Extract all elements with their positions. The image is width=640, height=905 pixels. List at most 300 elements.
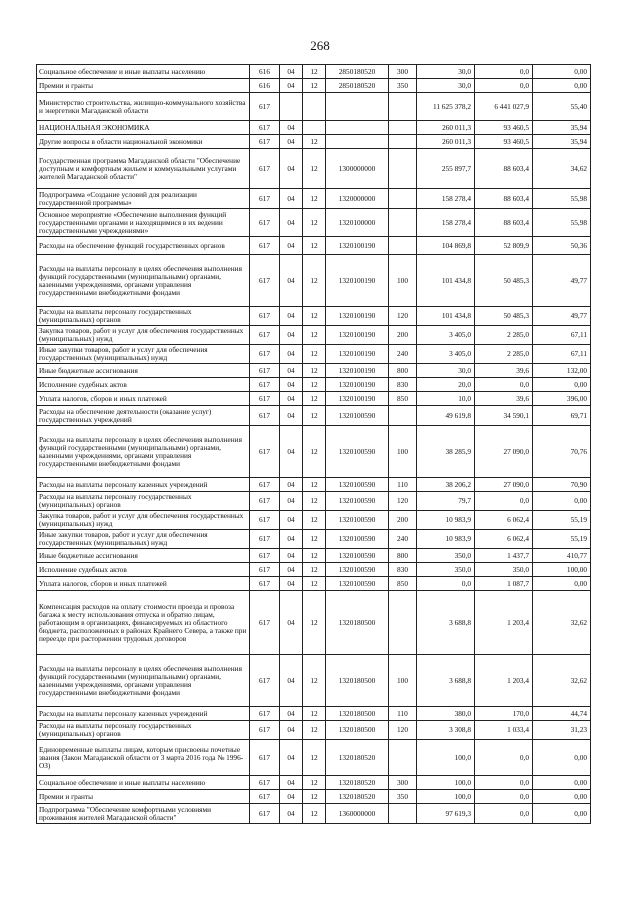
ministry-code-cell: 617 bbox=[250, 591, 280, 655]
subsection-code-cell: 12 bbox=[303, 406, 326, 426]
table-row bbox=[37, 426, 591, 478]
expense-type-cell: 800 bbox=[389, 549, 417, 563]
execution-percent-cell: 55,98 bbox=[533, 209, 591, 237]
section-code-cell bbox=[280, 93, 303, 121]
ministry-code-cell: 617 bbox=[250, 237, 280, 255]
target-article-cell: 1300000000 bbox=[326, 149, 389, 189]
executed-amount-cell: 0,0 bbox=[475, 776, 533, 790]
section-code-cell: 04 bbox=[280, 549, 303, 563]
executed-amount-cell: 34 590,1 bbox=[475, 406, 533, 426]
planned-amount-cell: 350,0 bbox=[417, 563, 475, 577]
subsection-code-cell: 12 bbox=[303, 307, 326, 326]
expense-name-cell: Расходы на обеспечение функций государственных органов bbox=[37, 237, 250, 255]
table-row bbox=[37, 364, 591, 378]
execution-percent-cell: 67,11 bbox=[533, 326, 591, 345]
ministry-code-cell: 617 bbox=[250, 655, 280, 707]
expense-name-cell: Исполнение судебных актов bbox=[37, 378, 250, 392]
ministry-code-cell: 617 bbox=[250, 121, 280, 135]
expense-type-cell: 850 bbox=[389, 392, 417, 406]
page-number: 268 bbox=[310, 38, 330, 53]
ministry-code-cell: 617 bbox=[250, 426, 280, 478]
table-row bbox=[37, 326, 591, 345]
table-body bbox=[37, 65, 591, 824]
execution-percent-cell: 0,00 bbox=[533, 378, 591, 392]
expense-name-cell: Социальное обеспечение и иные выплаты населению bbox=[37, 776, 250, 790]
expense-type-cell bbox=[389, 740, 417, 776]
execution-percent-cell: 32,62 bbox=[533, 655, 591, 707]
target-article-cell: 1320100590 bbox=[326, 426, 389, 478]
target-article-cell: 1320100000 bbox=[326, 209, 389, 237]
execution-percent-cell: 32,62 bbox=[533, 591, 591, 655]
executed-amount-cell: 93 460,5 bbox=[475, 121, 533, 135]
target-article-cell: 1320000000 bbox=[326, 189, 389, 209]
expense-name-cell: Компенсация расходов на оплату стоимости проезда и провоза багажа к месту использования отпуска и обратно лицам, работающим в организациях, финансируемых из областного бюджета, расположенных в районах Крайнего Севера, а также при переезде при расторжении трудовых договоров bbox=[37, 591, 250, 655]
table-row bbox=[37, 707, 591, 721]
expense-name-cell: Расходы на выплаты персоналу в целях обеспечения выполнения функций государственными (муниципальными) органами, казенными учреждениями, органами управления государственными внебюджетными фондами bbox=[37, 655, 250, 707]
section-code-cell: 04 bbox=[280, 237, 303, 255]
executed-amount-cell: 0,0 bbox=[475, 65, 533, 79]
ministry-code-cell: 617 bbox=[250, 392, 280, 406]
ministry-code-cell: 617 bbox=[250, 93, 280, 121]
execution-percent-cell: 49,77 bbox=[533, 255, 591, 307]
table-row bbox=[37, 237, 591, 255]
expense-name-cell: Расходы на выплаты персоналу казенных учреждений bbox=[37, 707, 250, 721]
planned-amount-cell: 158 278,4 bbox=[417, 189, 475, 209]
ministry-code-cell: 617 bbox=[250, 307, 280, 326]
table-row bbox=[37, 65, 591, 79]
expense-type-cell: 200 bbox=[389, 326, 417, 345]
executed-amount-cell: 27 090,0 bbox=[475, 478, 533, 492]
execution-percent-cell: 0,00 bbox=[533, 776, 591, 790]
expense-name-cell: Уплата налогов, сборов и иных платежей bbox=[37, 577, 250, 591]
table-row bbox=[37, 577, 591, 591]
execution-percent-cell: 70,90 bbox=[533, 478, 591, 492]
budget-table bbox=[36, 64, 591, 824]
planned-amount-cell: 3 688,8 bbox=[417, 591, 475, 655]
table-row bbox=[37, 93, 591, 121]
planned-amount-cell: 30,0 bbox=[417, 65, 475, 79]
planned-amount-cell: 260 011,3 bbox=[417, 121, 475, 135]
target-article-cell: 1320100190 bbox=[326, 392, 389, 406]
target-article-cell: 1320100590 bbox=[326, 492, 389, 511]
execution-percent-cell: 410,77 bbox=[533, 549, 591, 563]
table-row bbox=[37, 135, 591, 149]
planned-amount-cell: 49 619,8 bbox=[417, 406, 475, 426]
subsection-code-cell bbox=[303, 121, 326, 135]
table-row bbox=[37, 392, 591, 406]
table-row bbox=[37, 721, 591, 740]
expense-name-cell: Расходы на выплаты персоналу в целях обеспечения выполнения функций государственными (муниципальными) органами, казенными учреждениями, органами управления государственными внебюджетными фондами bbox=[37, 426, 250, 478]
expense-type-cell bbox=[389, 591, 417, 655]
execution-percent-cell: 0,00 bbox=[533, 577, 591, 591]
section-code-cell: 04 bbox=[280, 149, 303, 189]
section-code-cell: 04 bbox=[280, 135, 303, 149]
section-code-cell: 04 bbox=[280, 563, 303, 577]
target-article-cell: 1320180520 bbox=[326, 776, 389, 790]
table-row bbox=[37, 776, 591, 790]
execution-percent-cell: 69,71 bbox=[533, 406, 591, 426]
expense-name-cell: Премии и гранты bbox=[37, 79, 250, 93]
execution-percent-cell: 132,00 bbox=[533, 364, 591, 378]
executed-amount-cell: 6 062,4 bbox=[475, 530, 533, 549]
target-article-cell: 1320100190 bbox=[326, 307, 389, 326]
expense-type-cell bbox=[389, 209, 417, 237]
expense-type-cell: 100 bbox=[389, 255, 417, 307]
ministry-code-cell: 617 bbox=[250, 492, 280, 511]
section-code-cell: 04 bbox=[280, 307, 303, 326]
execution-percent-cell: 55,19 bbox=[533, 530, 591, 549]
planned-amount-cell: 79,7 bbox=[417, 492, 475, 511]
expense-name-cell: Государственная программа Магаданской области "Обеспечение доступным и комфортным жильем и коммунальными услугами жителей Магаданской области" bbox=[37, 149, 250, 189]
target-article-cell bbox=[326, 93, 389, 121]
section-code-cell: 04 bbox=[280, 804, 303, 824]
target-article-cell: 2850180520 bbox=[326, 79, 389, 93]
section-code-cell: 04 bbox=[280, 721, 303, 740]
executed-amount-cell: 0,0 bbox=[475, 740, 533, 776]
target-article-cell: 2850180520 bbox=[326, 65, 389, 79]
ministry-code-cell: 617 bbox=[250, 478, 280, 492]
planned-amount-cell: 380,0 bbox=[417, 707, 475, 721]
table-row bbox=[37, 406, 591, 426]
target-article-cell: 1320100590 bbox=[326, 577, 389, 591]
expense-name-cell: Социальное обеспечение и иные выплаты населению bbox=[37, 65, 250, 79]
ministry-code-cell: 617 bbox=[250, 378, 280, 392]
expense-name-cell: Иные бюджетные ассигнования bbox=[37, 364, 250, 378]
expense-type-cell bbox=[389, 237, 417, 255]
table-row bbox=[37, 655, 591, 707]
execution-percent-cell: 55,40 bbox=[533, 93, 591, 121]
executed-amount-cell: 52 809,9 bbox=[475, 237, 533, 255]
ministry-code-cell: 617 bbox=[250, 740, 280, 776]
target-article-cell: 1320100190 bbox=[326, 364, 389, 378]
expense-name-cell: Подпрограмма «Создание условий для реализации государственной программы» bbox=[37, 189, 250, 209]
expense-name-cell: Закупка товаров, работ и услуг для обеспечения государственных (муниципальных) нужд bbox=[37, 326, 250, 345]
execution-percent-cell: 55,19 bbox=[533, 511, 591, 530]
section-code-cell: 04 bbox=[280, 492, 303, 511]
expense-name-cell: Единовременные выплаты лицам, которым присвоены почетные звания (Закон Магаданской области от 3 марта 2016 года № 1996-ОЗ) bbox=[37, 740, 250, 776]
executed-amount-cell: 2 285,0 bbox=[475, 326, 533, 345]
section-code-cell: 04 bbox=[280, 655, 303, 707]
target-article-cell: 1320100590 bbox=[326, 406, 389, 426]
subsection-code-cell: 12 bbox=[303, 563, 326, 577]
subsection-code-cell: 12 bbox=[303, 65, 326, 79]
section-code-cell: 04 bbox=[280, 378, 303, 392]
ministry-code-cell: 617 bbox=[250, 790, 280, 804]
planned-amount-cell: 30,0 bbox=[417, 364, 475, 378]
executed-amount-cell: 0,0 bbox=[475, 804, 533, 824]
planned-amount-cell: 10,0 bbox=[417, 392, 475, 406]
expense-name-cell: Подпрограмма "Обеспечение комфортными условиями проживания жителей Магаданской области" bbox=[37, 804, 250, 824]
table-row bbox=[37, 378, 591, 392]
target-article-cell: 1320100590 bbox=[326, 478, 389, 492]
expense-type-cell bbox=[389, 189, 417, 209]
planned-amount-cell: 30,0 bbox=[417, 79, 475, 93]
table-row bbox=[37, 804, 591, 824]
expense-name-cell: Расходы на выплаты персоналу государственных (муниципальных) органов bbox=[37, 721, 250, 740]
ministry-code-cell: 617 bbox=[250, 721, 280, 740]
planned-amount-cell: 3 405,0 bbox=[417, 345, 475, 364]
subsection-code-cell: 12 bbox=[303, 364, 326, 378]
ministry-code-cell: 616 bbox=[250, 65, 280, 79]
expense-type-cell bbox=[389, 149, 417, 189]
table-row bbox=[37, 740, 591, 776]
planned-amount-cell: 158 278,4 bbox=[417, 209, 475, 237]
expense-name-cell: Исполнение судебных актов bbox=[37, 563, 250, 577]
section-code-cell: 04 bbox=[280, 707, 303, 721]
execution-percent-cell: 34,62 bbox=[533, 149, 591, 189]
execution-percent-cell: 67,11 bbox=[533, 345, 591, 364]
subsection-code-cell: 12 bbox=[303, 776, 326, 790]
subsection-code-cell: 12 bbox=[303, 345, 326, 364]
expense-name-cell: Министерство строительства, жилищно-коммунального хозяйства и энергетики Магаданской области bbox=[37, 93, 250, 121]
section-code-cell: 04 bbox=[280, 65, 303, 79]
ministry-code-cell: 616 bbox=[250, 79, 280, 93]
section-code-cell: 04 bbox=[280, 591, 303, 655]
executed-amount-cell: 1 033,4 bbox=[475, 721, 533, 740]
expense-type-cell: 350 bbox=[389, 790, 417, 804]
expense-type-cell bbox=[389, 135, 417, 149]
table-row bbox=[37, 307, 591, 326]
target-article-cell: 1320180520 bbox=[326, 790, 389, 804]
execution-percent-cell: 0,00 bbox=[533, 804, 591, 824]
target-article-cell: 1320180500 bbox=[326, 591, 389, 655]
planned-amount-cell: 38 206,2 bbox=[417, 478, 475, 492]
planned-amount-cell: 10 983,9 bbox=[417, 511, 475, 530]
planned-amount-cell: 101 434,8 bbox=[417, 307, 475, 326]
table-row bbox=[37, 530, 591, 549]
execution-percent-cell: 100,00 bbox=[533, 563, 591, 577]
ministry-code-cell: 617 bbox=[250, 804, 280, 824]
planned-amount-cell: 100,0 bbox=[417, 740, 475, 776]
expense-type-cell: 100 bbox=[389, 655, 417, 707]
execution-percent-cell: 0,00 bbox=[533, 790, 591, 804]
table-row bbox=[37, 511, 591, 530]
target-article-cell: 1320100590 bbox=[326, 563, 389, 577]
section-code-cell: 04 bbox=[280, 511, 303, 530]
planned-amount-cell: 3 688,8 bbox=[417, 655, 475, 707]
planned-amount-cell: 260 011,3 bbox=[417, 135, 475, 149]
subsection-code-cell: 12 bbox=[303, 426, 326, 478]
table-row bbox=[37, 209, 591, 237]
subsection-code-cell: 12 bbox=[303, 707, 326, 721]
subsection-code-cell: 12 bbox=[303, 577, 326, 591]
expense-type-cell: 240 bbox=[389, 530, 417, 549]
planned-amount-cell: 11 625 378,2 bbox=[417, 93, 475, 121]
planned-amount-cell: 20,0 bbox=[417, 378, 475, 392]
executed-amount-cell: 50 485,3 bbox=[475, 255, 533, 307]
expense-type-cell: 350 bbox=[389, 79, 417, 93]
section-code-cell: 04 bbox=[280, 426, 303, 478]
target-article-cell: 1320100190 bbox=[326, 378, 389, 392]
target-article-cell: 1320100190 bbox=[326, 237, 389, 255]
planned-amount-cell: 350,0 bbox=[417, 549, 475, 563]
subsection-code-cell: 12 bbox=[303, 591, 326, 655]
subsection-code-cell: 12 bbox=[303, 721, 326, 740]
ministry-code-cell: 617 bbox=[250, 776, 280, 790]
subsection-code-cell: 12 bbox=[303, 79, 326, 93]
expense-name-cell: Закупка товаров, работ и услуг для обеспечения государственных (муниципальных) нужд bbox=[37, 511, 250, 530]
planned-amount-cell: 255 897,7 bbox=[417, 149, 475, 189]
planned-amount-cell: 97 619,3 bbox=[417, 804, 475, 824]
ministry-code-cell: 617 bbox=[250, 326, 280, 345]
planned-amount-cell: 10 983,9 bbox=[417, 530, 475, 549]
section-code-cell: 04 bbox=[280, 326, 303, 345]
table-row bbox=[37, 549, 591, 563]
table-row bbox=[37, 189, 591, 209]
execution-percent-cell: 55,98 bbox=[533, 189, 591, 209]
target-article-cell: 1320180500 bbox=[326, 707, 389, 721]
expense-type-cell: 120 bbox=[389, 307, 417, 326]
ministry-code-cell: 617 bbox=[250, 563, 280, 577]
target-article-cell: 1320100590 bbox=[326, 511, 389, 530]
expense-type-cell: 120 bbox=[389, 492, 417, 511]
subsection-code-cell: 12 bbox=[303, 804, 326, 824]
executed-amount-cell: 1 087,7 bbox=[475, 577, 533, 591]
executed-amount-cell: 170,0 bbox=[475, 707, 533, 721]
table-row bbox=[37, 149, 591, 189]
expense-type-cell: 110 bbox=[389, 478, 417, 492]
expense-name-cell: Иные закупки товаров, работ и услуг для обеспечения государственных (муниципальных) нужд bbox=[37, 345, 250, 364]
expense-type-cell bbox=[389, 93, 417, 121]
section-code-cell: 04 bbox=[280, 790, 303, 804]
executed-amount-cell: 88 603,4 bbox=[475, 149, 533, 189]
ministry-code-cell: 617 bbox=[250, 577, 280, 591]
execution-percent-cell: 70,76 bbox=[533, 426, 591, 478]
expense-type-cell: 240 bbox=[389, 345, 417, 364]
expense-type-cell: 800 bbox=[389, 364, 417, 378]
execution-percent-cell: 49,77 bbox=[533, 307, 591, 326]
executed-amount-cell: 39,6 bbox=[475, 364, 533, 378]
expense-type-cell: 850 bbox=[389, 577, 417, 591]
executed-amount-cell: 6 062,4 bbox=[475, 511, 533, 530]
table-row bbox=[37, 563, 591, 577]
section-code-cell: 04 bbox=[280, 79, 303, 93]
expense-name-cell: Расходы на выплаты персоналу государственных (муниципальных) органов bbox=[37, 307, 250, 326]
ministry-code-cell: 617 bbox=[250, 189, 280, 209]
expense-name-cell: Премии и гранты bbox=[37, 790, 250, 804]
target-article-cell: 1360000000 bbox=[326, 804, 389, 824]
target-article-cell: 1320180520 bbox=[326, 740, 389, 776]
target-article-cell: 1320100590 bbox=[326, 549, 389, 563]
subsection-code-cell: 12 bbox=[303, 655, 326, 707]
expense-name-cell: Расходы на выплаты персоналу казенных учреждений bbox=[37, 478, 250, 492]
ministry-code-cell: 617 bbox=[250, 511, 280, 530]
target-article-cell: 1320100590 bbox=[326, 530, 389, 549]
expense-name-cell: НАЦИОНАЛЬНАЯ ЭКОНОМИКА bbox=[37, 121, 250, 135]
expense-type-cell: 120 bbox=[389, 721, 417, 740]
executed-amount-cell: 50 485,3 bbox=[475, 307, 533, 326]
ministry-code-cell: 617 bbox=[250, 406, 280, 426]
target-article-cell: 1320180500 bbox=[326, 655, 389, 707]
section-code-cell: 04 bbox=[280, 189, 303, 209]
planned-amount-cell: 3 308,8 bbox=[417, 721, 475, 740]
subsection-code-cell: 12 bbox=[303, 478, 326, 492]
ministry-code-cell: 617 bbox=[250, 549, 280, 563]
execution-percent-cell: 35,94 bbox=[533, 135, 591, 149]
subsection-code-cell: 12 bbox=[303, 255, 326, 307]
execution-percent-cell: 0,00 bbox=[533, 740, 591, 776]
expense-name-cell: Уплата налогов, сборов и иных платежей bbox=[37, 392, 250, 406]
executed-amount-cell: 1 437,7 bbox=[475, 549, 533, 563]
section-code-cell: 04 bbox=[280, 392, 303, 406]
expense-type-cell bbox=[389, 406, 417, 426]
section-code-cell: 04 bbox=[280, 776, 303, 790]
expense-type-cell: 200 bbox=[389, 511, 417, 530]
expense-name-cell: Другие вопросы в области национальной экономики bbox=[37, 135, 250, 149]
section-code-cell: 04 bbox=[280, 478, 303, 492]
ministry-code-cell: 617 bbox=[250, 345, 280, 364]
target-article-cell: 1320100190 bbox=[326, 255, 389, 307]
expense-type-cell bbox=[389, 804, 417, 824]
expense-name-cell: Основное мероприятие «Обеспечение выполнения функций государственными органами и находящимися в их ведении государственными учреждениями» bbox=[37, 209, 250, 237]
section-code-cell: 04 bbox=[280, 255, 303, 307]
table-row bbox=[37, 345, 591, 364]
planned-amount-cell: 101 434,8 bbox=[417, 255, 475, 307]
subsection-code-cell: 12 bbox=[303, 189, 326, 209]
subsection-code-cell: 12 bbox=[303, 237, 326, 255]
subsection-code-cell: 12 bbox=[303, 740, 326, 776]
expense-type-cell: 830 bbox=[389, 378, 417, 392]
execution-percent-cell: 35,94 bbox=[533, 121, 591, 135]
subsection-code-cell: 12 bbox=[303, 149, 326, 189]
section-code-cell: 04 bbox=[280, 406, 303, 426]
table-row bbox=[37, 79, 591, 93]
expense-name-cell: Иные бюджетные ассигнования bbox=[37, 549, 250, 563]
subsection-code-cell: 12 bbox=[303, 790, 326, 804]
subsection-code-cell: 12 bbox=[303, 511, 326, 530]
subsection-code-cell: 12 bbox=[303, 326, 326, 345]
subsection-code-cell: 12 bbox=[303, 392, 326, 406]
table-row bbox=[37, 591, 591, 655]
planned-amount-cell: 100,0 bbox=[417, 790, 475, 804]
target-article-cell: 1320100190 bbox=[326, 345, 389, 364]
ministry-code-cell: 617 bbox=[250, 364, 280, 378]
ministry-code-cell: 617 bbox=[250, 707, 280, 721]
executed-amount-cell: 0,0 bbox=[475, 79, 533, 93]
executed-amount-cell: 6 441 027,9 bbox=[475, 93, 533, 121]
ministry-code-cell: 617 bbox=[250, 255, 280, 307]
executed-amount-cell: 1 203,4 bbox=[475, 591, 533, 655]
executed-amount-cell: 0,0 bbox=[475, 790, 533, 804]
section-code-cell: 04 bbox=[280, 740, 303, 776]
executed-amount-cell: 88 603,4 bbox=[475, 209, 533, 237]
section-code-cell: 04 bbox=[280, 577, 303, 591]
execution-percent-cell: 44,74 bbox=[533, 707, 591, 721]
target-article-cell bbox=[326, 135, 389, 149]
table-row bbox=[37, 478, 591, 492]
subsection-code-cell: 12 bbox=[303, 135, 326, 149]
executed-amount-cell: 93 460,5 bbox=[475, 135, 533, 149]
planned-amount-cell: 100,0 bbox=[417, 776, 475, 790]
executed-amount-cell: 1 203,4 bbox=[475, 655, 533, 707]
executed-amount-cell: 2 285,0 bbox=[475, 345, 533, 364]
section-code-cell: 04 bbox=[280, 364, 303, 378]
subsection-code-cell: 12 bbox=[303, 492, 326, 511]
subsection-code-cell: 12 bbox=[303, 549, 326, 563]
execution-percent-cell: 0,00 bbox=[533, 79, 591, 93]
section-code-cell: 04 bbox=[280, 121, 303, 135]
ministry-code-cell: 617 bbox=[250, 149, 280, 189]
expense-type-cell: 100 bbox=[389, 426, 417, 478]
planned-amount-cell: 38 285,9 bbox=[417, 426, 475, 478]
ministry-code-cell: 617 bbox=[250, 530, 280, 549]
expense-type-cell: 110 bbox=[389, 707, 417, 721]
subsection-code-cell bbox=[303, 93, 326, 121]
section-code-cell: 04 bbox=[280, 345, 303, 364]
subsection-code-cell: 12 bbox=[303, 209, 326, 237]
executed-amount-cell: 88 603,4 bbox=[475, 189, 533, 209]
table-row bbox=[37, 790, 591, 804]
